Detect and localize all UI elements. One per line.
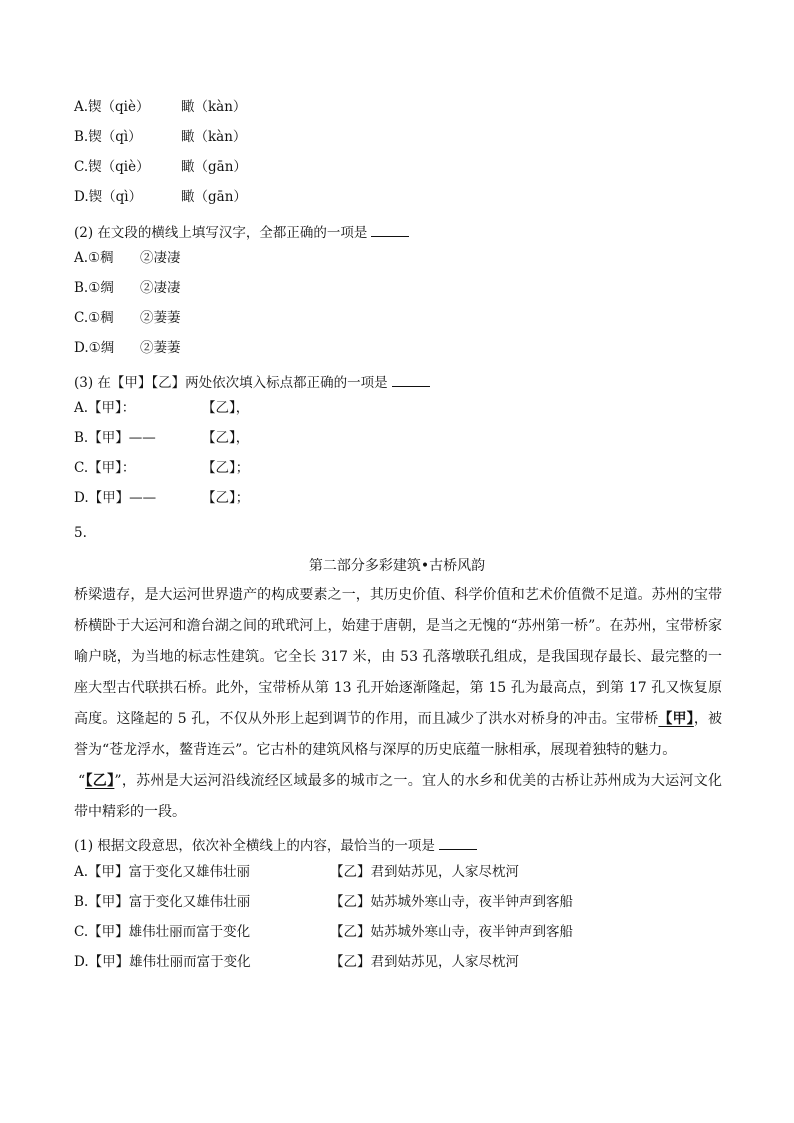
q5-option-d[interactable]: [74, 952, 519, 972]
answer-blank[interactable]: [392, 372, 430, 387]
option-label: B.锲（qì）: [74, 129, 142, 145]
blank-jia-marker: 【甲】: [658, 711, 694, 727]
q5-option-a[interactable]: [74, 862, 519, 882]
q2-stem: [74, 222, 409, 243]
option-right: 【乙】君到姑苏见，人家尽枕河: [330, 864, 519, 880]
option-label: A.锲（qiè）: [74, 99, 150, 115]
option-label: B.【甲】富于变化又雄伟壮丽: [74, 894, 251, 910]
option-right: 【乙】；: [202, 460, 250, 476]
q5-sub1-stem: [74, 835, 477, 856]
option-label: C.【甲】雄伟壮丽而富于变化: [74, 924, 251, 940]
option-right: 瞰（gān）: [181, 189, 247, 205]
answer-blank[interactable]: [371, 222, 409, 237]
quote-open: “: [78, 773, 86, 789]
passage-text: 桥梁遗存，是大运河世界遗产的构成要素之一，其历史价值、科学价值和艺术价值微不足道。苏州的宝带桥横卧于大运河和澹台湖之间的玳玳河上，始建于唐朝，是当之无愧的“苏州第一桥”。在苏州，宝带桥家喻户晓，为当地的标志性建筑。它全长 317 米，由 53 孔落墩联孔组成，是我国现存最长、最完整的一座大型古代联拱石桥。此外，宝带桥从第 13 孔开始逐渐隆起，第 15 孔为最高点，到第 17 孔又恢复原高度。这隆起的 5 孔，不仅从外形上起到调节的作用，而且减少了洪水对桥身的冲击。宝带桥: [74, 587, 722, 727]
passage-paragraph-2: [74, 766, 722, 828]
q3-option-a[interactable]: [74, 398, 250, 418]
option-right: ②凄凄: [140, 250, 181, 266]
option-right: 瞰（kàn）: [181, 99, 247, 115]
option-right: 【乙】君到姑苏见，人家尽枕河: [330, 954, 519, 970]
q5-number: 5.: [74, 525, 87, 541]
option-label: A.【甲】富于变化又雄伟壮丽: [74, 864, 251, 880]
q3-stem-text: (3) 在【甲】【乙】两处依次填入标点都正确的一项是: [74, 375, 388, 391]
q5-option-c[interactable]: [74, 922, 573, 942]
option-right: 【乙】；: [202, 490, 250, 506]
blank-yi-marker: 【乙】: [85, 773, 115, 789]
section-title: 第二部分多彩建筑•古桥风韵: [308, 558, 486, 574]
q3-option-d[interactable]: [74, 488, 250, 508]
option-right: ②萋萋: [140, 310, 181, 326]
option-label: C.【甲】：: [74, 460, 136, 476]
option-label: B.①绸: [74, 280, 114, 296]
answer-blank[interactable]: [439, 835, 477, 850]
option-label: A.①稠: [74, 250, 114, 266]
passage-text: ”，苏州是大运河沿线流经区域最多的城市之一。宜人的水乡和优美的古桥让苏州成为大运河文化带中精彩的一段。: [74, 773, 723, 820]
q5-sub1-stem-text: (1) 根据文段意思，依次补全横线上的内容，最恰当的一项是: [74, 838, 435, 854]
q1-option-b[interactable]: [74, 127, 247, 147]
passage-text: ，被誉为“苍龙浮水，鳌背连云”。它古朴的建筑风格与深厚的历史底蕴一脉相承，展现着独特的魅力。: [74, 711, 722, 758]
option-label: A.【甲】：: [74, 400, 136, 416]
option-right: 瞰（kàn）: [181, 129, 247, 145]
option-label: B.【甲】——: [74, 430, 156, 446]
q1-option-a[interactable]: [74, 97, 247, 117]
option-right: 【乙】，: [202, 400, 250, 416]
q3-option-b[interactable]: [74, 428, 250, 448]
q2-option-c[interactable]: [74, 308, 181, 328]
option-right: 【乙】，: [202, 430, 250, 446]
q3-stem: [74, 372, 430, 393]
q2-stem-text: (2) 在文段的横线上填写汉字，全都正确的一项是: [74, 225, 368, 241]
option-label: C.锲（qiè）: [74, 159, 150, 175]
q2-option-a[interactable]: [74, 248, 181, 268]
q1-option-d[interactable]: [74, 187, 247, 207]
option-label: D.【甲】雄伟壮丽而富于变化: [74, 954, 251, 970]
q5-option-b[interactable]: [74, 892, 573, 912]
option-right: 瞰（gān）: [181, 159, 247, 175]
q3-option-c[interactable]: [74, 458, 250, 478]
option-right: ②凄凄: [140, 280, 181, 296]
option-right: 【乙】姑苏城外寒山寺，夜半钟声到客船: [330, 894, 573, 910]
option-label: D.①绸: [74, 340, 115, 356]
option-label: D.【甲】——: [74, 490, 157, 506]
q2-option-d[interactable]: [74, 338, 181, 358]
option-label: D.锲（qì）: [74, 189, 143, 205]
passage-paragraph-1: [74, 580, 722, 766]
option-right: 【乙】姑苏城外寒山寺，夜半钟声到客船: [330, 924, 573, 940]
option-label: C.①稠: [74, 310, 114, 326]
q1-option-c[interactable]: [74, 157, 247, 177]
q2-option-b[interactable]: [74, 278, 181, 298]
option-right: ②萋萋: [140, 340, 181, 356]
